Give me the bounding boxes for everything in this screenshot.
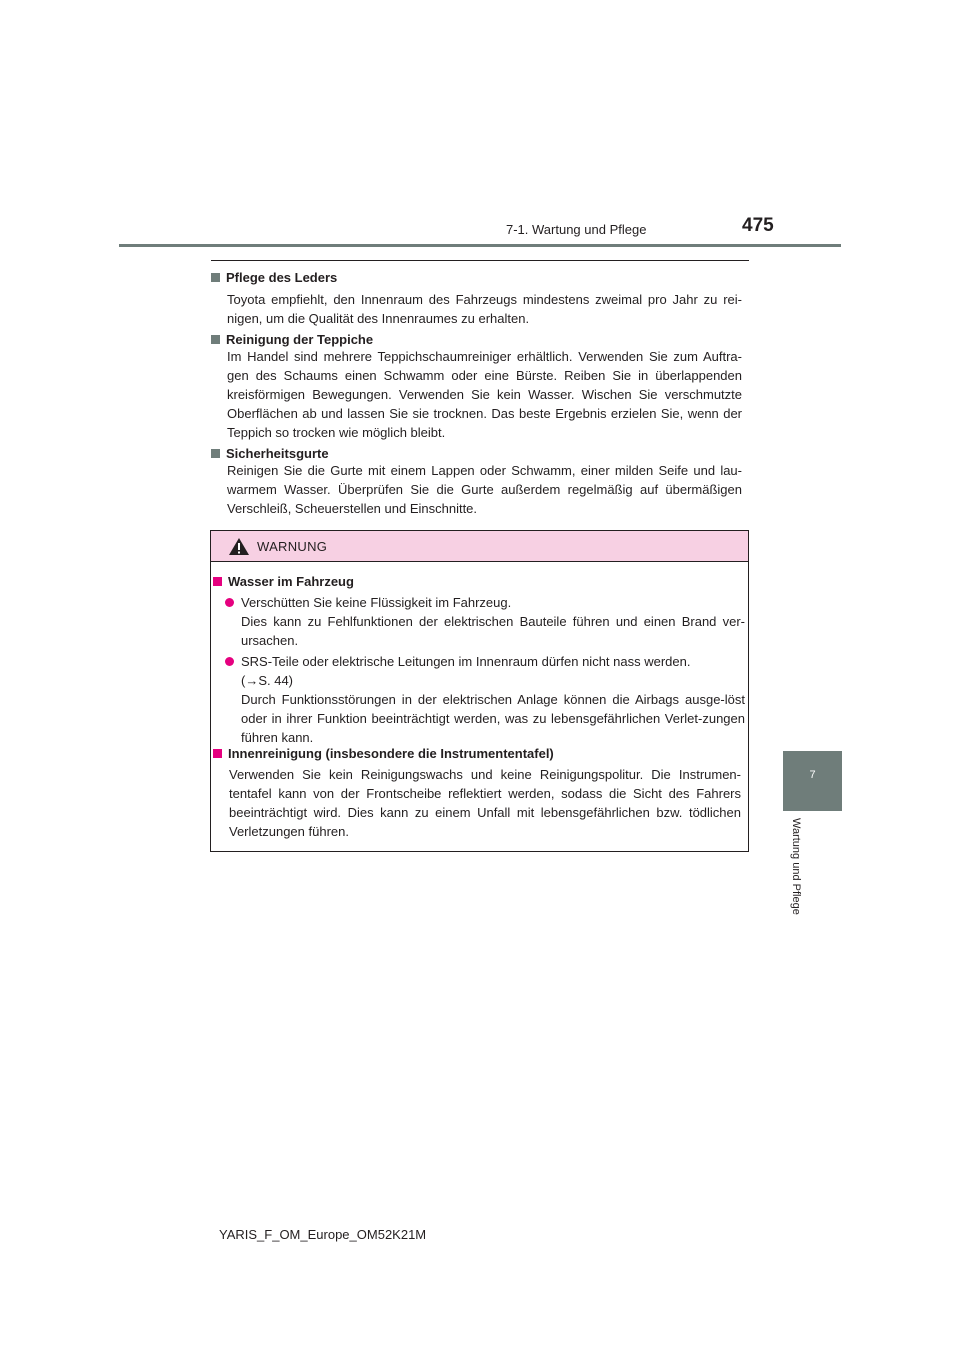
warning-paragraph: Verwenden Sie kein Reinigungswachs und keine Reinigungspolitur. Die Instrumen-tentafel kann von der Frontscheibe reflektiert werden, sodass die Sicht des Fahrers beeinträchtigt wird. Dies kann zu einem Unfall mit lebensgefährlichen bzw. tödlichen Verletzungen führen.: [229, 767, 741, 839]
chapter-title-text: Wartung und Pflege: [790, 818, 802, 915]
warning-section-heading-text: Innenreinigung (insbesondere die Instrumententafel): [228, 746, 554, 761]
square-bullet-icon: [213, 749, 222, 758]
warning-bullet: [225, 652, 745, 747]
header-rule: [119, 244, 841, 247]
warning-section-heading: [213, 746, 554, 761]
square-bullet-icon: [213, 577, 222, 586]
page-reference: (→S. 44): [241, 673, 294, 688]
section-heading-text: Pflege des Leders: [226, 270, 338, 285]
section-heading-text: Reinigung der Teppiche: [226, 332, 374, 347]
section-heading: [211, 332, 373, 347]
square-bullet-icon: [211, 449, 220, 458]
document-id-footer: YARIS_F_OM_Europe_OM52K21M: [219, 1227, 427, 1242]
section-paragraph: Toyota empfiehlt, den Innenraum des Fahrzeugs mindestens zweimal pro Jahr zu rei-nigen, um die Qualität des Innenraumes zu erhalten.: [227, 292, 742, 326]
section-heading: [211, 270, 337, 285]
square-bullet-icon: [211, 335, 220, 344]
page-number: 475: [742, 215, 774, 236]
section-paragraph: Im Handel sind mehrere Teppichschaumreiniger erhältlich. Verwenden Sie zum Auftra-gen des Schaums einen Schwamm oder eine Bürste. Reiben Sie in überlappenden kreisförmigen Bewegungen. Verwenden Sie kein Wasser. Wischen Sie verschmutzte Oberflächen ab und lassen Sie sie trocknen. Das beste Ergebnis erzielen Sie, wenn der Teppich so trocken wie möglich bleibt.: [227, 349, 742, 440]
chapter-tab: [783, 751, 842, 811]
warning-bullet-text: Durch Funktionsstörungen in der elektrischen Anlage können die Airbags ausge-löst oder in ihrer Funktion beeinträchtigt werden, was zu lebensgefährlichen Verlet-zungen führen kann.: [241, 692, 745, 745]
warning-triangle-icon: [228, 537, 250, 556]
round-bullet-icon: [225, 657, 234, 666]
round-bullet-icon: [225, 598, 234, 607]
warning-bullet-text: Dies kann zu Fehlfunktionen der elektrischen Bauteile führen und einen Brand ver-ursachen.: [241, 614, 745, 648]
warning-section-heading: [213, 574, 354, 589]
chapter-number: 7: [809, 769, 816, 781]
section-paragraph: Reinigen Sie die Gurte mit einem Lappen oder Schwamm, einer milden Seife und lau-warmem Wasser. Überprüfen Sie die Gurte außerdem regelmäßig auf übermäßigen Verschleiß, Scheuerstellen und Einschnitte.: [227, 463, 742, 516]
running-header-section: 7-1. Wartung und Pflege: [506, 222, 647, 237]
warning-bullet: [225, 593, 745, 650]
warning-bullet-lead: SRS-Teile oder elektrische Leitungen im Innenraum dürfen nicht nass werden.: [241, 654, 691, 669]
section-heading-text: Sicherheitsgurte: [226, 446, 329, 461]
content-top-rule: [211, 260, 749, 261]
warning-bullet-lead: Verschütten Sie keine Flüssigkeit im Fahrzeug.: [241, 595, 512, 610]
square-bullet-icon: [211, 273, 220, 282]
warning-box: [210, 530, 749, 852]
warning-header: [211, 531, 748, 562]
warning-title: WARNUNG: [257, 539, 328, 554]
chapter-title-vertical: [786, 818, 806, 968]
warning-section-heading-text: Wasser im Fahrzeug: [228, 574, 354, 589]
section-heading: [211, 446, 329, 461]
